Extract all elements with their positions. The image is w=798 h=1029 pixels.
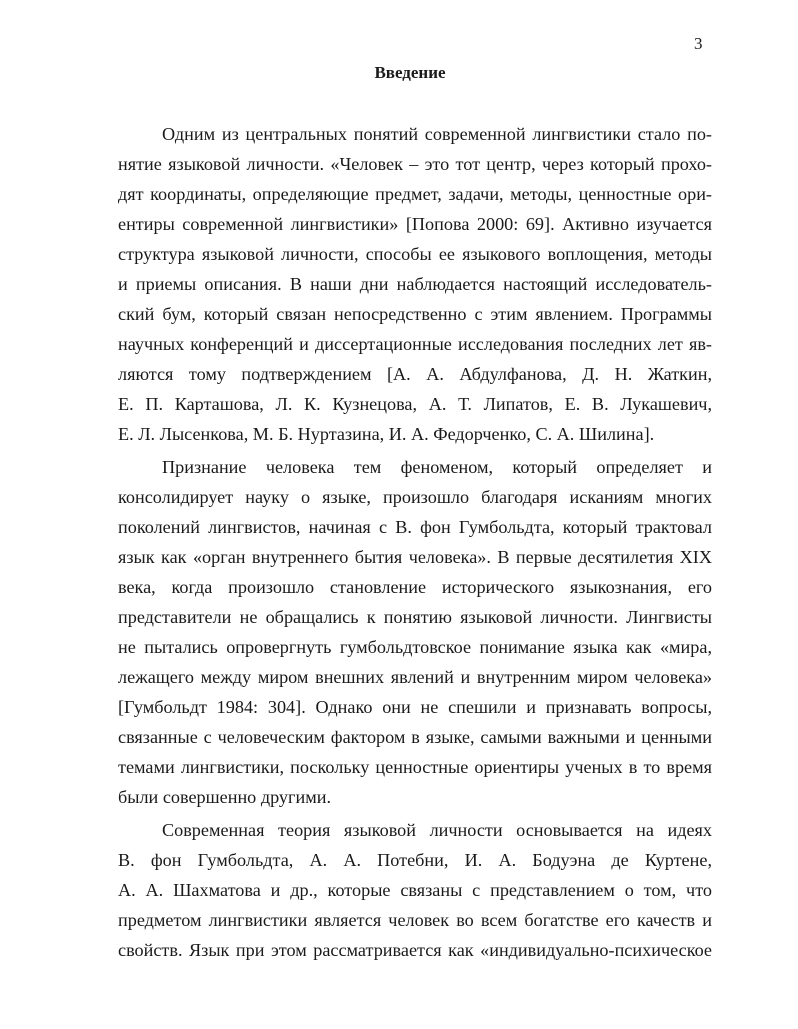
text-line: связанные с человеческим фактором в языке, самыми важными и ценными xyxy=(118,727,712,747)
text-line: свойств. Язык при этом рассматривается как «индивидуально-психическое xyxy=(118,940,712,960)
text-line: представители не обращались к понятию языковой личности. Лингвисты xyxy=(118,607,712,627)
text-line: лежащего между миром внешних явлений и внутренним миром человека» xyxy=(118,667,712,687)
text-line: А. А. Шахматова и др., которые связаны с представлением о том, что xyxy=(118,880,712,900)
text-line: ентиры современной лингвистики» [Попова 2000: 69]. Активно изучается xyxy=(118,214,712,234)
text-line: не пытались опровергнуть гумбольдтовское понимание языка как «мира, xyxy=(118,637,712,657)
text-line: ский бум, который связан непосредственно с этим явлением. Программы xyxy=(118,304,712,324)
text-line: предметом лингвистики является человек во всем богатстве его качеств и xyxy=(118,910,712,930)
page-number: 3 xyxy=(694,34,703,53)
text-line: нятие языковой личности. «Человек – это тот центр, через который прохо- xyxy=(118,154,712,174)
text-line: Современная теория языковой личности основывается на идеях xyxy=(162,820,712,840)
text-line: были совершенно другими. xyxy=(118,787,332,807)
text-line: поколений лингвистов, начиная с В. фон Гумбольдта, который трактовал xyxy=(118,517,712,537)
text-line: Признание человека тем феноменом, который определяет и xyxy=(162,457,712,477)
text-line: дят координаты, определяющие предмет, задачи, методы, ценностные ори- xyxy=(118,184,712,204)
text-line: консолидирует науку о языке, произошло благодаря исканиям многих xyxy=(118,487,712,507)
text-line: структура языковой личности, способы ее языкового воплощения, методы xyxy=(118,244,712,264)
text-line: ляются тому подтверждением [А. А. Абдулфанова, Д. Н. Жаткин, xyxy=(118,364,712,384)
text-line: и приемы описания. В наши дни наблюдается настоящий исследователь- xyxy=(118,274,712,294)
text-line: [Гумбольдт 1984: 304]. Однако они не спешили и признавать вопросы, xyxy=(118,697,712,717)
text-line: язык как «орган внутреннего бытия человека». В первые десятилетия XIX xyxy=(118,547,712,567)
section-heading: Введение xyxy=(374,63,446,82)
text-line: В. фон Гумбольдта, А. А. Потебни, И. А. Бодуэна де Куртене, xyxy=(118,850,712,870)
text-line: Одним из центральных понятий современной лингвистики стало по- xyxy=(162,124,712,144)
text-line: Е. П. Карташова, Л. К. Кузнецова, А. Т. Липатов, Е. В. Лукашевич, xyxy=(118,394,712,414)
text-line: научных конференций и диссертационные исследования последних лет яв- xyxy=(118,334,712,354)
text-line: Е. Л. Лысенкова, М. Б. Нуртазина, И. А. Федорченко, С. А. Шилина]. xyxy=(118,424,655,444)
text-line: века, когда произошло становление исторического языкознания, его xyxy=(118,577,712,597)
text-line: темами лингвистики, поскольку ценностные ориентиры ученых в то время xyxy=(118,757,712,777)
